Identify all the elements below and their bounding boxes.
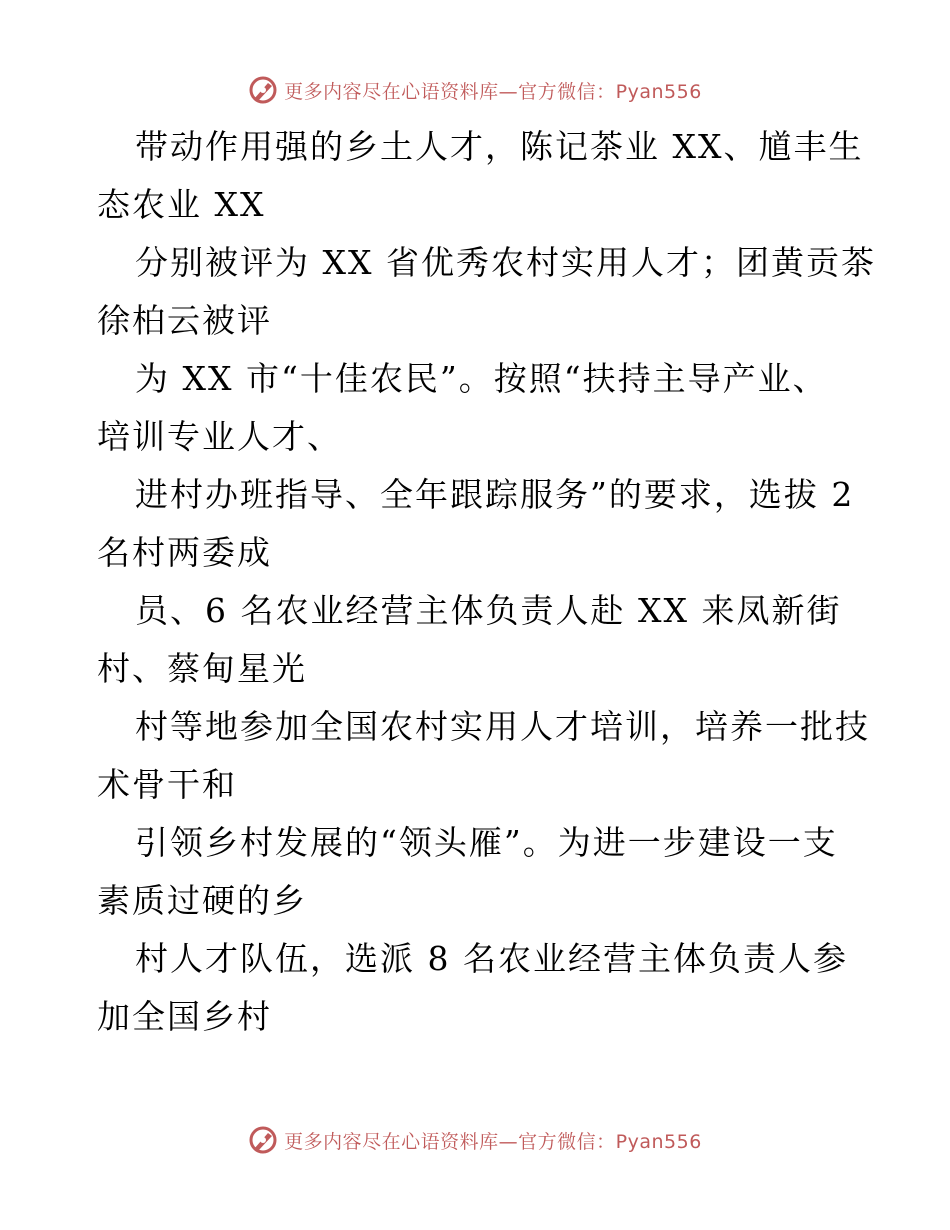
text-line: 加全国乡村 xyxy=(97,997,272,1036)
text-line: 为 XX 市“十佳农民”。按照“扶持主导产业、 xyxy=(135,359,828,398)
pen-circle-logo-icon xyxy=(248,1125,278,1155)
text-line: 分别被评为 XX 省优秀农村实用人才；团黄贡茶 xyxy=(135,243,876,282)
text-line: 培训专业人才、 xyxy=(97,417,342,456)
footer-watermark-banner xyxy=(0,1120,950,1160)
text-line: 术骨干和 xyxy=(97,765,237,804)
text-line: 员、6 名农业经营主体负责人赴 XX 来凤新街 xyxy=(135,591,842,630)
text-line: 进村办班指导、全年跟踪服务”的要求，选拔 2 xyxy=(135,475,855,514)
text-line: 素质过硬的乡 xyxy=(97,881,307,920)
pen-circle-logo-icon xyxy=(248,75,278,105)
header-watermark-banner xyxy=(0,70,950,110)
text-line: 徐柏云被评 xyxy=(97,301,272,340)
text-line: 村、蔡甸星光 xyxy=(97,649,307,688)
footer-banner-text: 更多内容尽在心语资料库—官方微信：Pyan556 xyxy=(284,1130,702,1153)
text-line: 态农业 XX xyxy=(97,185,266,224)
text-line: 引领乡村发展的“领头雁”。为进一步建设一支 xyxy=(135,823,838,862)
header-banner-text: 更多内容尽在心语资料库—官方微信：Pyan556 xyxy=(284,80,702,103)
document-body xyxy=(97,118,876,1046)
text-line: 名村两委成 xyxy=(97,533,272,572)
text-line: 村等地参加全国农村实用人才培训，培养一批技 xyxy=(135,707,870,746)
text-line: 带动作用强的乡土人才，陈记茶业 XX、馗丰生 xyxy=(135,127,864,166)
text-line: 村人才队伍，选派 8 名农业经营主体负责人参 xyxy=(135,939,848,978)
